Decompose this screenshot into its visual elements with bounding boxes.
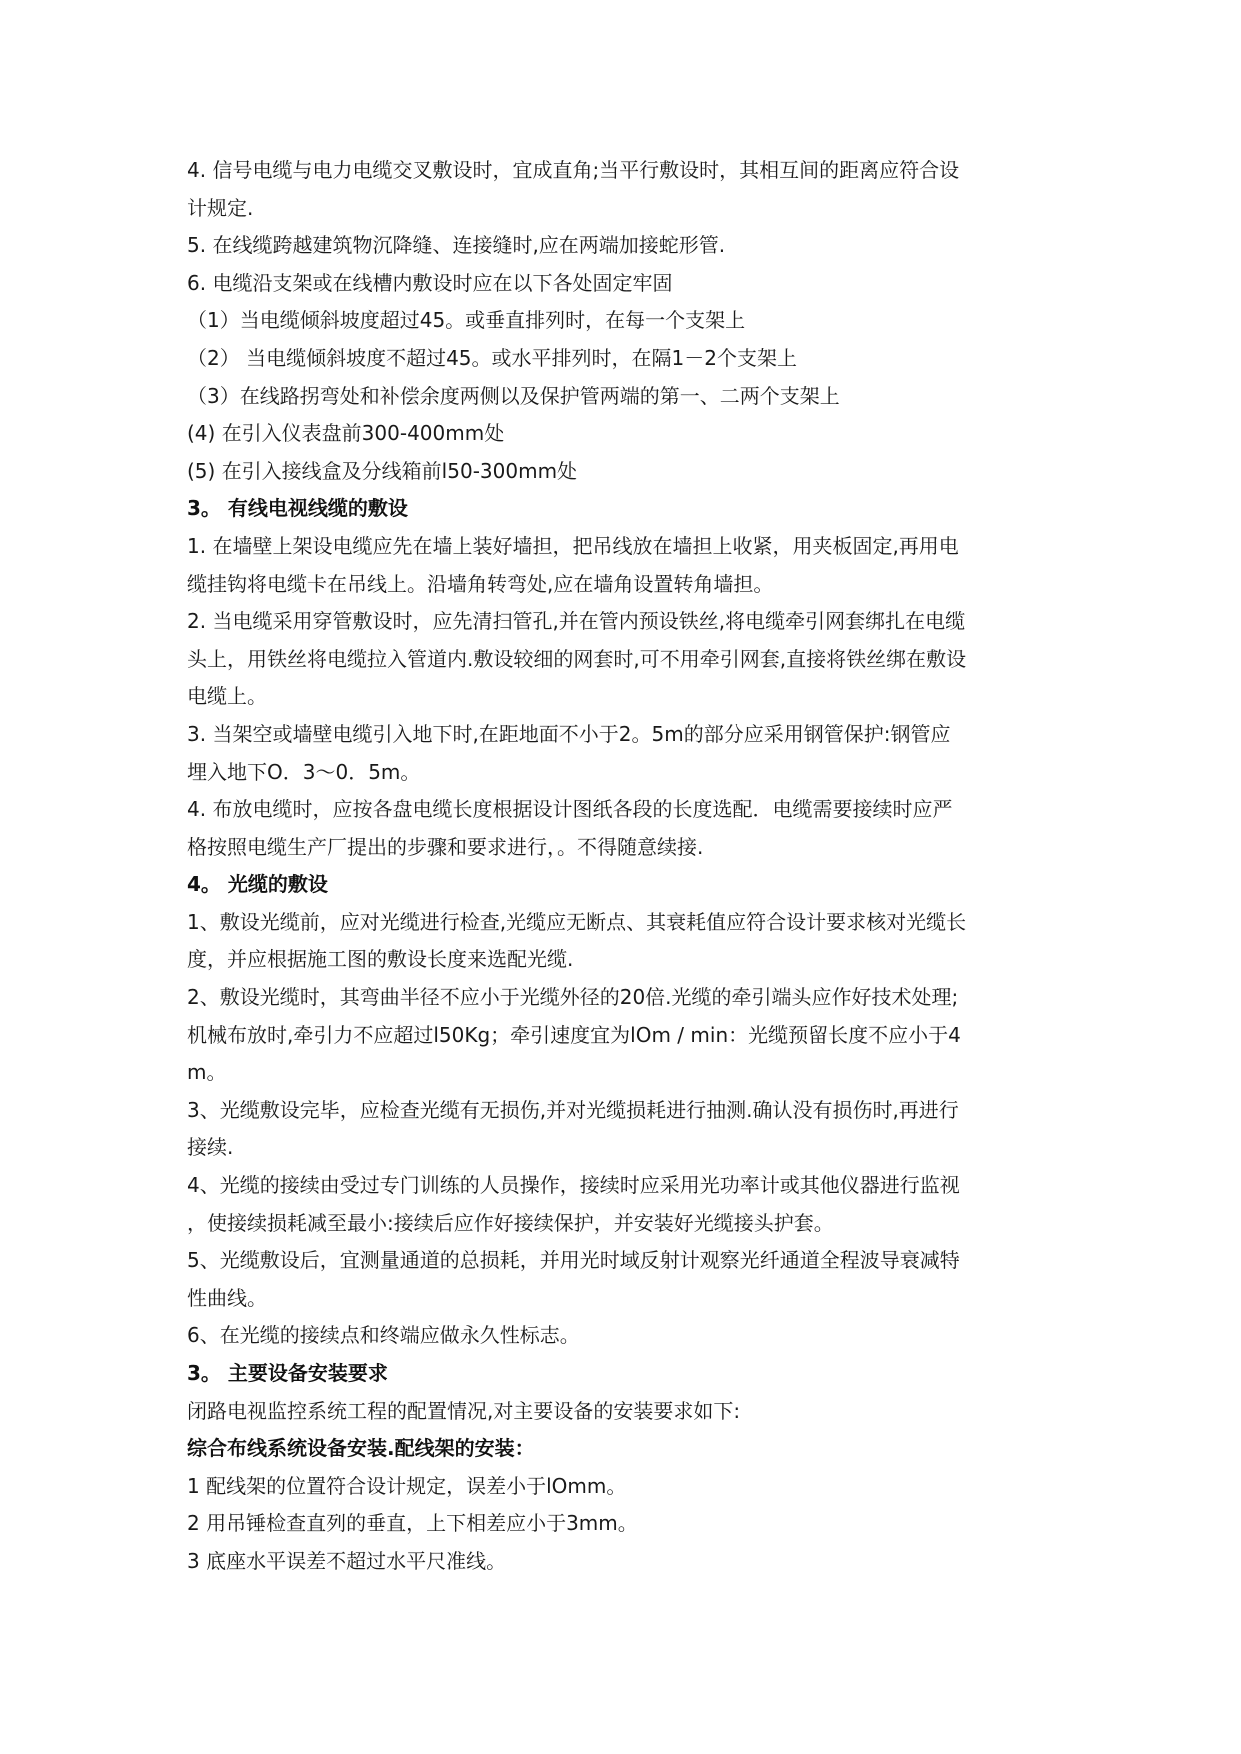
document-body (187, 152, 1067, 1581)
text-line: 闭路电视监控系统工程的配置情况,对主要设备的安装要求如下: (187, 1398, 741, 1423)
text-line: 度，并应根据施工图的敷设长度来选配光缆. (187, 947, 574, 972)
text-line: 头上，用铁丝将电缆拉入管道内.敷设较细的网套时,可不用牵引网套,直接将铁丝绑在敷设 (187, 646, 967, 671)
text-line: ，使接续损耗减至最小:接续后应作好接续保护，并安装好光缆接头护套。 (187, 1210, 834, 1235)
text-line: 2 用吊锤检查直列的垂直，上下相差应小于3mm。 (187, 1511, 638, 1536)
text-line: 5. 在线缆跨越建筑物沉降缝、连接缝时,应在两端加接蛇形管. (187, 233, 726, 258)
text-line: 5、光缆敷设后，宜测量通道的总损耗，并用光时域反射计观察光纤通道全程波导衰减特 (187, 1248, 960, 1273)
text-line: (4) 在引入仪表盘前300-400mm处 (187, 421, 505, 446)
section-heading: 综合布线系统设备安装.配线架的安装： (187, 1436, 535, 1461)
text-line: 6. 电缆沿支架或在线槽内敷设时应在以下各处固定牢固 (187, 270, 673, 295)
text-line: 4、光缆的接续由受过专门训练的人员操作，接续时应采用光功率计或其他仪器进行监视 (187, 1173, 960, 1198)
text-line: 埋入地下O．3～0．5m。 (187, 759, 421, 784)
section-heading: 4。 光缆的敷设 (187, 872, 328, 897)
text-line: 3 底座水平误差不超过水平尺准线。 (187, 1548, 507, 1573)
text-line: 计规定. (187, 195, 254, 220)
text-line: 4. 信号电缆与电力电缆交叉敷设时，宜成直角;当平行敷设时，其相互间的距离应符合设 (187, 158, 960, 182)
text-line: 4. 布放电缆时，应按各盘电缆长度根据设计图纸各段的长度选配．电缆需要接续时应严 (187, 797, 953, 822)
text-line: 3. 当架空或墙壁电缆引入地下时,在距地面不小于2。5m的部分应采用钢管保护:钢管应 (187, 721, 951, 746)
text-line: 2、敷设光缆时，其弯曲半径不应小于光缆外径的20倍.光缆的牵引端头应作好技术处理; (187, 985, 959, 1010)
text-line: 2. 当电缆采用穿管敷设时，应先清扫管孔,并在管内预设铁丝,将电缆牵引网套绑扎在电缆 (187, 609, 966, 634)
text-line: m。 (187, 1060, 227, 1085)
text-line: 1. 在墙壁上架设电缆应先在墙上装好墙担，把吊线放在墙担上收紧，用夹板固定,再用电 (187, 533, 959, 558)
text-line: 6、在光缆的接续点和终端应做永久性标志。 (187, 1323, 580, 1348)
text-line: (5) 在引入接线盒及分线箱前l50-300mm处 (187, 458, 578, 483)
text-line: 接续. (187, 1135, 234, 1160)
text-line: 机械布放时,牵引力不应超过l50Kg；牵引速度宜为lOm / min：光缆预留长度不应小于4 (187, 1022, 961, 1047)
section-heading: 3。 有线电视线缆的敷设 (187, 496, 408, 521)
text-line: 电缆上。 (187, 684, 267, 709)
text-line: 1 配线架的位置符合设计规定，误差小于lOmm。 (187, 1473, 627, 1498)
text-line: 1、敷设光缆前，应对光缆进行检查,光缆应无断点、其衰耗值应符合设计要求核对光缆长 (187, 909, 967, 934)
section-heading: 3。 主要设备安装要求 (187, 1361, 388, 1385)
text-line: 格按照电缆生产厂提出的步骤和要求进行，。不得随意续接. (187, 834, 704, 859)
text-line: 3、光缆敷设完毕，应检查光缆有无损伤,并对光缆损耗进行抽测.确认没有损伤时,再进行 (187, 1097, 959, 1122)
text-line: 缆挂钩将电缆卡在吊线上。沿墙角转弯处,应在墙角设置转角墙担。 (187, 571, 774, 596)
text-line: 性曲线。 (187, 1285, 267, 1310)
text-line: （1）当电缆倾斜坡度超过45。或垂直排列时，在每一个支架上 (187, 308, 746, 333)
text-line: （3）在线路拐弯处和补偿余度两侧以及保护管两端的第一、二两个支架上 (187, 383, 840, 408)
text-line: （2） 当电缆倾斜坡度不超过45。或水平排列时，在隔1－2个支架上 (187, 345, 797, 370)
